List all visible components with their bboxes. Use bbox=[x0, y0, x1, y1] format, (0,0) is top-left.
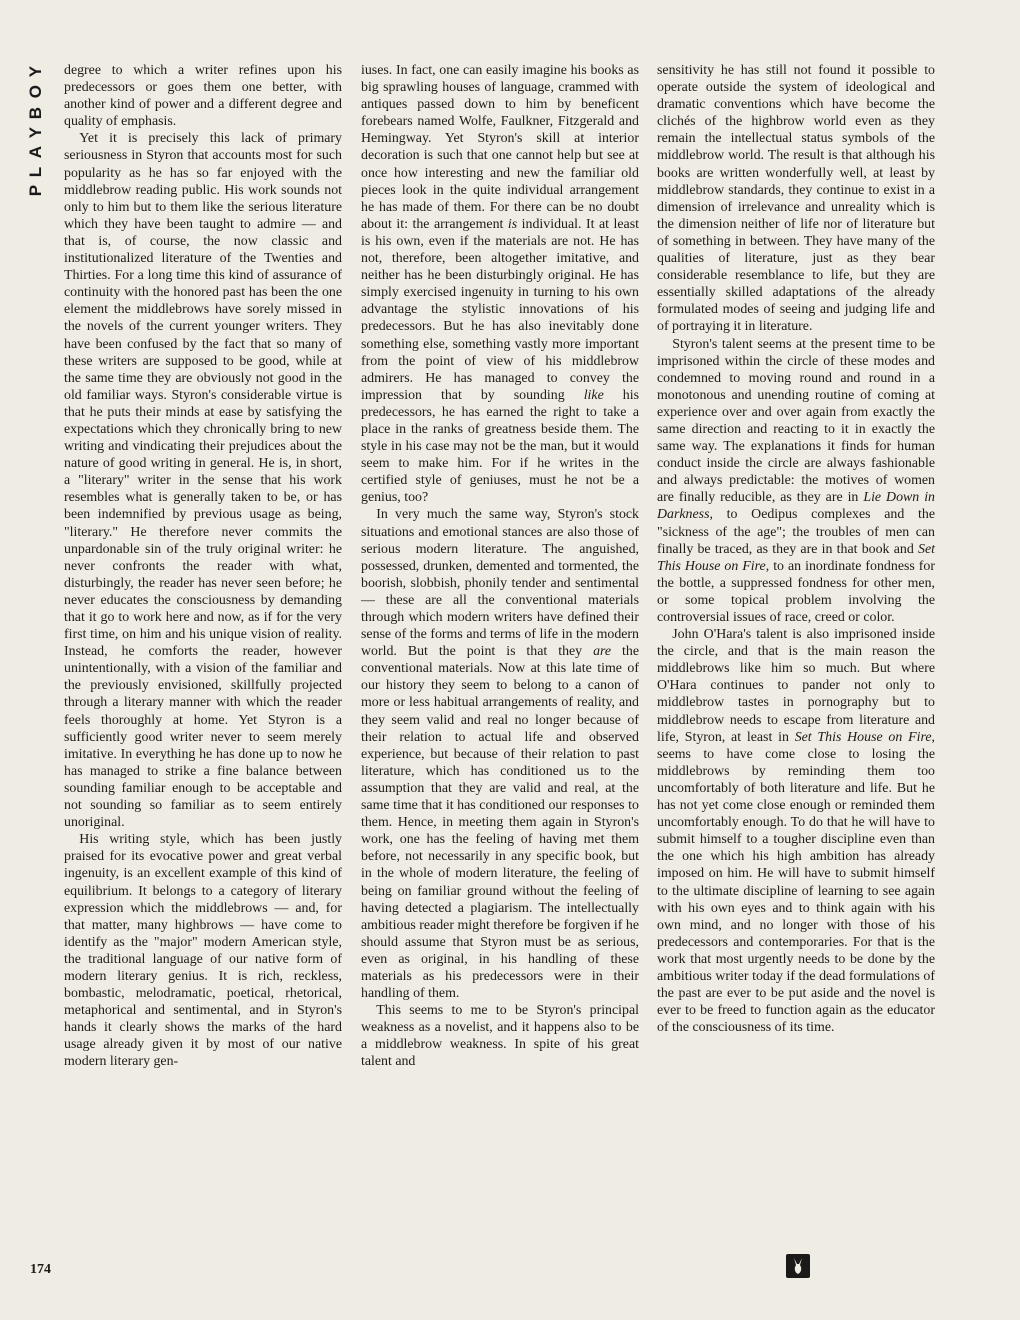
text-column-1 bbox=[64, 62, 342, 1071]
paragraph: Yet it is precisely this lack of primary seriousness in Styron that accounts most for such popularity as he has so far enjoyed with the middlebrow reading public. His work sounds not only to him but to them like the serious literature which they have been taught to admire — and that is, of course, the now classic and institutionalized literature of the Twenties and Thirties. For a long time this kind of assurance of continuity with the honored past has been the one element the middlebrows have sorely missed in the novels of the current younger writers. They have been confused by the fact that so many of these writers are supposed to be good, while at the same time they are obviously not good in the old familiar ways. Styron's considerable virtue is that he puts their minds at ease by satisfying the expectations which they chronically bring to new writing and vindicating their prejudices about the nature of good writing in general. He is, in short, a "literary" writer in the sense that his work resembles what is generally taken to be, or has been indemnified by previous usage as being, "literary." He therefore never commits the unpardonable sin of the truly original writer: he never confronts the reader with what, disturbingly, the reader has never seen before; he never educates the consciousness by demanding that it go to work here and now, as if for the very first time, on him and his unique vision of reality. Instead, he comforts the reader, however unintentionally, with a vision of the familiar and the previously envisioned, skillfully projected through a literary manner with which the reader feels thoroughly at home. Yet Styron is a sufficiently good writer never to seem merely imitative. In everything he has done up to now he has managed to strike a fine balance between sounding familiar enough to be acceptable and not sounding so familiar as to seem entirely unoriginal. bbox=[64, 131, 342, 831]
masthead-letter: Y bbox=[26, 66, 45, 78]
text-column-3 bbox=[657, 62, 935, 1036]
rabbit-head-icon bbox=[790, 1257, 806, 1275]
text-column-2 bbox=[361, 62, 639, 1071]
paragraph: In very much the same way, Styron's stock situations and emotional stances are also those of serious modern literature. The anguished, possessed, drunken, demented and tormented, the boorish, slobbish, phonily tender and sentimental — these are all the conventional materials through which modern writers have defined their sense of the forms and terms of life in the modern world. But the point is that they are the conventional materials. Now at this late time of our history they seem to belong to a canon of more or less habitual arrangements of reality, and they seem valid and real no longer because of their relation to actual life and observed experience, but because of their relation to past literature, which has conditioned us to the assumption that they are valid and real, at the same time that it has conditioned our responses to them. Hence, in meeting them again in Styron's work, one has the feeling of having met them before, not necessarily in any specific book, but in the whole of modern literature, the feeling of being on familiar ground without the feeling of having detected a plagiarism. The intellectually ambitious reader might therefore be forgiven if he should assume that Styron must be as serious, even as original, in his handling of these materials as his predecessors were in their handling of them. bbox=[361, 507, 639, 1002]
masthead-letter: L bbox=[26, 166, 45, 177]
rabbit-head-icon bbox=[786, 1254, 810, 1278]
masthead-vertical bbox=[26, 62, 44, 200]
masthead-letter: P bbox=[26, 184, 45, 197]
page-number: 174 bbox=[30, 1262, 51, 1277]
paragraph: John O'Hara's talent is also imprisoned inside the circle, and that is the main reason the middlebrows like him so much. But where O'Hara continues to pander not only to middlebrow tastes in pornography but to middlebrow needs to escape from literature and life, Styron, at least in Set This House on Fire, seems to have come close to losing the middlebrows by reminding them too uncomfortably of both literature and life. But he has not yet come close enough or reminded them uncomfortably enough. To do that he will have to submit himself to a tougher discipline even than the one which his high ambition has already imposed on him. He will have to submit himself to the ultimate discipline of learning to see again with his own eyes and to think again with his own mind, and no longer with those of his predecessors and contemporaries. For that is the work that most urgently needs to be done by the ambitious writer today if the dead formulations of the past are ever to be put aside and the novel is ever to be freed to function again as the educator of the consciousness of its time. bbox=[657, 627, 935, 1036]
masthead-letter: Y bbox=[26, 126, 45, 139]
paragraph: Styron's talent seems at the present time to be imprisoned within the circle of these modes and condemned to moving round and round in a monotonous and unending routine of coming at experience over and over again from exactly the same direction and reacting to it in exactly the same way. The explanations it finds for human conduct inside the circle are always fashionable and always predictable: the motives of women are finally reducible, as they are in Lie Down in Darkness, to Oedipus complexes and the "sickness of the age"; the troubles of men can finally be traced, as they are in that book and Set This House on Fire, to an inordinate fondness for the bottle, a suppressed fondness for other men, or some topical problem involving the controversial issues of race, creed or color. bbox=[657, 336, 936, 625]
masthead-letter: B bbox=[26, 106, 45, 119]
paragraph: iuses. In fact, one can easily imagine his books as big sprawling houses of language, crammed with antiques passed down to him by beneficent forebears named Wolfe, Faulkner, Fitzgerald and Hemingway. Yet Styron's skill at interior decoration is such that one cannot help but see at once how interesting and new the familiar old pieces look in the quite individual arrangement he has made of them. For there can be no doubt about it: the arrangement is individual. It at least is his own, even if the materials are not. He has not, therefore, been altogether imitative, and neither has he been disturbingly original. He has simply exercised ingenuity in turning to his own advantage the stylistic innovations of his predecessors. But he has also inevitably done something else, something vastly more important from the point of view of his middlebrow admirers. He has managed to convey the impression that by sounding like his predecessors, he has earned the right to take a place in the ranks of greatness beside them. The style in his case may not be the man, but it would seem to make him. For if he writes in the certified style of geniuses, must he not be a genius, too? bbox=[361, 63, 639, 506]
paragraph: This seems to me to be Styron's principal weakness as a novelist, and it happens also to be a middlebrow weakness. In spite of his great talent and bbox=[361, 1003, 639, 1070]
paragraph: His writing style, which has been justly praised for its evocative power and great verbal ingenuity, is an excellent example of this kind of equilibrium. It belongs to a category of literary expression which the middlebrows — and, for that matter, many highbrows — have come to identify as the "major" modern American style, the traditional language of our native form of modern literary genius. It is rich, reckless, bombastic, melodramatic, poetical, rhetorical, metaphorical and sentimental, and in Styron's hands it clearly shows the marks of the hard usage already given it by most of our native modern literary gen- bbox=[64, 832, 342, 1070]
masthead-letter: A bbox=[26, 146, 45, 159]
masthead-letter: O bbox=[26, 85, 45, 99]
paragraph: degree to which a writer refines upon his predecessors or goes them one better, with another kind of power and a different degree and quality of emphasis. bbox=[64, 63, 342, 130]
paragraph: sensitivity he has still not found it possible to operate outside the system of ideological and dramatic conventions which have become the clichés of the highbrow world even as they remain the intellectual status symbols of the middlebrow world. The result is that although his books are written wonderfully well, at least by middlebrow standards, they continue to exist in a dimension of irrelevance and unreality which is the dimension neither of life nor of literature but of something in between. They have many of the qualities of literature, just as they bear considerable resemblance to life, but they are essentially skilled adaptations of the already formulated modes of seeing and judging life and of portraying it in literature. bbox=[657, 63, 935, 335]
